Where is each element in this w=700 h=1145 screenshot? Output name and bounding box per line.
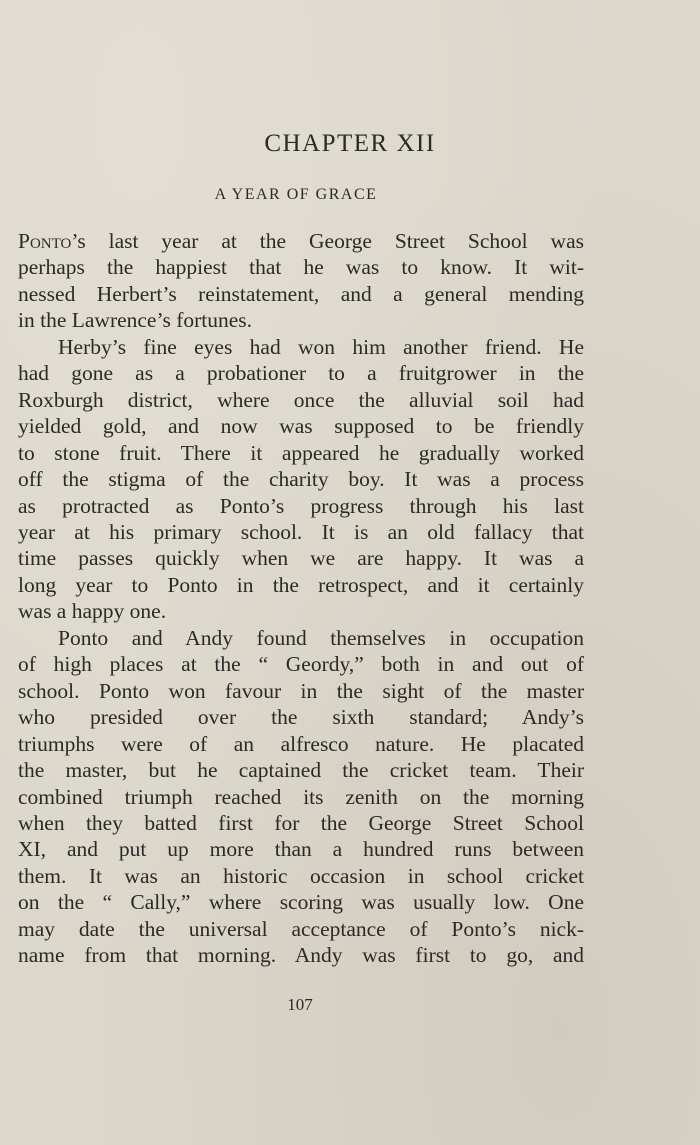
text-line: Herby’s fine eyes had won him another friend. He <box>58 334 584 359</box>
text-line: yielded gold, and now was supposed to be friendly <box>18 414 584 439</box>
text-line: on the “ Cally,” where scoring was usually low. One <box>18 890 584 915</box>
text-line: in the Lawrence’s fortunes. <box>18 308 253 333</box>
chapter-heading: CHAPTER XII <box>264 130 436 157</box>
text-line: time passes quickly when we are happy. It was a <box>18 546 584 571</box>
text-line: XI, and put up more than a hundred runs between <box>18 837 584 862</box>
body-text <box>18 228 584 969</box>
text-line: Ponto and Andy found themselves in occupation <box>58 625 584 650</box>
text-line: the master, but he captained the cricket team. Their <box>18 758 584 783</box>
text-line: Roxburgh district, where once the alluvial soil had <box>18 387 584 412</box>
text-line: long year to Ponto in the retrospect, and it certainly <box>18 572 584 597</box>
text-line: of high places at the “ Geordy,” both in and out of <box>18 652 584 677</box>
text-line: school. Ponto won favour in the sight of the master <box>18 678 584 703</box>
text-line: to stone fruit. There it appeared he gradually worked <box>18 440 584 465</box>
text-line: off the stigma of the charity boy. It was a process <box>18 467 584 492</box>
text-line: name from that morning. Andy was first to go, and <box>18 943 584 968</box>
text-line: who presided over the sixth standard; Andy’s <box>18 705 584 730</box>
text-line: as protracted as Ponto’s progress through his last <box>18 493 584 518</box>
lead-word-small-caps: Ponto <box>18 229 72 253</box>
text-line: may date the universal acceptance of Ponto’s nick- <box>18 916 584 941</box>
page-number: 107 <box>287 995 313 1014</box>
text-line: them. It was an historic occasion in school cricket <box>18 863 584 888</box>
text-line: perhaps the happiest that he was to know. It wit- <box>18 255 584 280</box>
text-line <box>18 228 584 254</box>
text-line: was a happy one. <box>18 599 167 624</box>
chapter-title: A YEAR OF GRACE <box>214 186 378 203</box>
text-line: when they batted first for the George Street School <box>18 810 584 835</box>
text-line: had gone as a probationer to a fruitgrower in the <box>18 361 584 386</box>
text-line: combined triumph reached its zenith on the morning <box>18 784 584 809</box>
text-line: nessed Herbert’s reinstatement, and a general mending <box>18 281 584 306</box>
text-line: year at his primary school. It is an old fallacy that <box>18 519 584 544</box>
text-line: triumphs were of an alfresco nature. He placated <box>18 731 584 756</box>
text-line-content: ’s last year at the George Street School was <box>71 229 584 253</box>
